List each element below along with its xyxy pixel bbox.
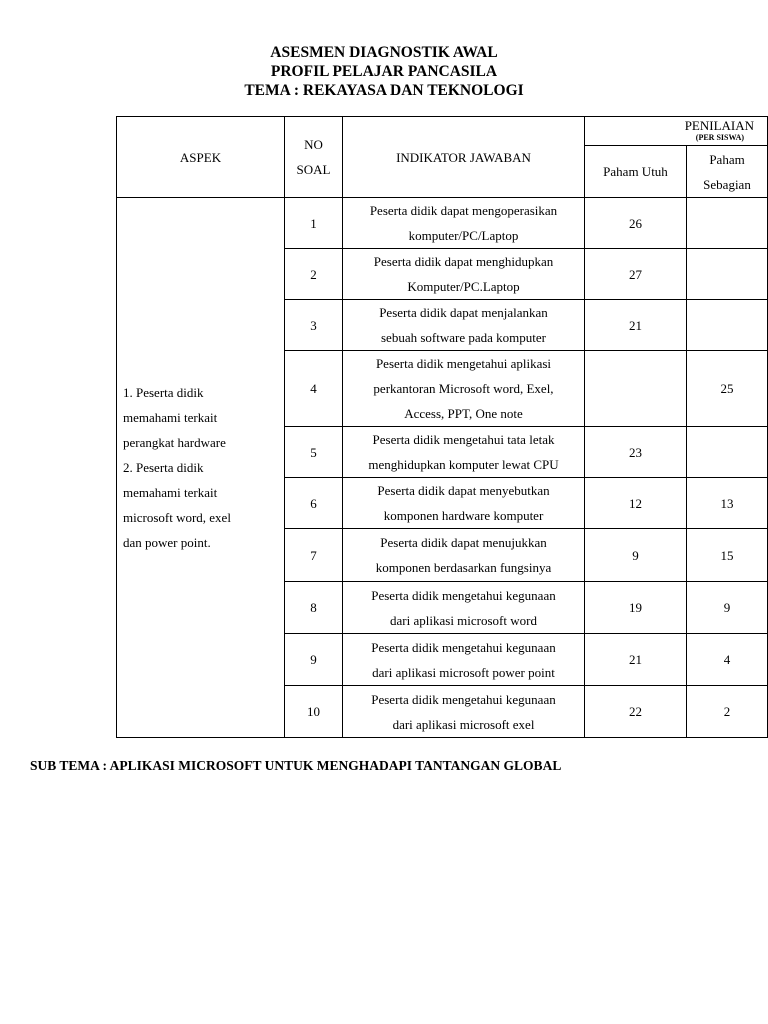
title-line-3: TEMA : REKAYASA DAN TEKNOLOGI [244, 82, 524, 99]
sub-tema: SUB TEMA : APLIKASI MICROSOFT UNTUK MENGHADAPI TANTANGAN GLOBAL [30, 758, 562, 773]
paham-utuh-cell: 12 [585, 478, 687, 529]
indikator-line: perkantoran Microsoft word, Exel, [373, 381, 554, 396]
header-soal: SOAL [296, 162, 331, 177]
paham-sebagian-cell: 9 [687, 582, 768, 634]
paham-utuh-cell [585, 351, 687, 427]
aspek-line: microsoft word, exel [123, 510, 231, 525]
indikator-line: Peserta didik mengetahui aplikasi [375, 356, 552, 371]
indikator-line: dari aplikasi microsoft word [390, 612, 537, 628]
header-paham-sebagian-line1: Paham [709, 151, 745, 167]
no-soal-cell: 9 [285, 634, 343, 686]
paham-sebagian-cell [687, 198, 768, 249]
indikator-cell [343, 634, 585, 686]
indikator-cell [343, 198, 585, 249]
no-soal-cell: 3 [285, 300, 343, 351]
no-soal-cell: 4 [285, 351, 343, 427]
paham-sebagian-cell [687, 300, 768, 351]
indikator-line: komponen hardware komputer [383, 508, 544, 523]
indikator-line: Peserta didik dapat menghidupkan [373, 254, 554, 269]
header-penilaian-label: PENILAIAN [684, 118, 755, 133]
paham-utuh-cell: 19 [585, 582, 687, 634]
indikator-cell [343, 249, 585, 300]
indikator-line: Peserta didik dapat mengoperasikan [369, 203, 558, 218]
paham-sebagian-cell: 15 [687, 529, 768, 582]
header-no: NO [304, 137, 323, 152]
paham-utuh-cell: 22 [585, 686, 687, 738]
indikator-line: menghidupkan komputer lewat CPU [368, 457, 559, 472]
indikator-line: Komputer/PC.Laptop [407, 279, 520, 294]
header-no-soal [285, 117, 343, 198]
header-indikator: INDIKATOR JAWABAN [343, 117, 585, 198]
indikator-cell [343, 427, 585, 478]
aspek-line: 1. Peserta didik [123, 385, 204, 400]
aspek-line: perangkat hardware [123, 435, 226, 450]
indikator-line: sebuah software pada komputer [381, 330, 546, 345]
aspek-line: 2. Peserta didik [123, 460, 204, 475]
paham-sebagian-cell: 13 [687, 478, 768, 529]
no-soal-cell: 1 [285, 198, 343, 249]
header-paham-sebagian-line2: Sebagian [703, 176, 751, 192]
table-row [117, 198, 768, 249]
indikator-cell [343, 300, 585, 351]
no-soal-cell: 5 [285, 427, 343, 478]
indikator-cell [343, 582, 585, 634]
document-title-block [0, 43, 768, 100]
paham-utuh-cell: 23 [585, 427, 687, 478]
header-penilaian [585, 117, 768, 146]
indikator-line: Peserta didik dapat menjalankan [379, 305, 548, 320]
paham-utuh-cell: 26 [585, 198, 687, 249]
indikator-line: Peserta didik dapat menyebutkan [377, 483, 550, 498]
indikator-line: Peserta didik mengetahui kegunaan [371, 639, 556, 655]
aspek-line: memahami terkait [123, 410, 218, 425]
paham-utuh-cell: 21 [585, 634, 687, 686]
no-soal-cell: 7 [285, 529, 343, 582]
paham-utuh-cell: 9 [585, 529, 687, 582]
title-line-2: PROFIL PELAJAR PANCASILA [270, 63, 498, 80]
paham-sebagian-cell: 2 [687, 686, 768, 738]
title-line-1: ASESMEN DIAGNOSTIK AWAL [270, 44, 498, 61]
indikator-line: Peserta didik mengetahui tata letak [372, 432, 555, 447]
indikator-line: Access, PPT, One note [404, 406, 523, 421]
paham-sebagian-cell [687, 249, 768, 300]
indikator-cell [343, 478, 585, 529]
no-soal-cell: 8 [285, 582, 343, 634]
assessment-table [116, 116, 768, 738]
aspek-line: memahami terkait [123, 485, 218, 500]
indikator-cell [343, 529, 585, 582]
paham-utuh-cell: 21 [585, 300, 687, 351]
indikator-cell [343, 686, 585, 738]
paham-sebagian-cell: 4 [687, 634, 768, 686]
header-aspek: ASPEK [117, 117, 285, 198]
paham-sebagian-cell: 25 [687, 351, 768, 427]
aspek-line: dan power point. [123, 535, 211, 550]
indikator-line: dari aplikasi microsoft exel [392, 716, 535, 732]
paham-utuh-cell: 27 [585, 249, 687, 300]
header-paham-utuh: Paham Utuh [585, 146, 687, 198]
indikator-line: komputer/PC/Laptop [408, 228, 519, 243]
header-penilaian-sub: (PER SISWA) [695, 133, 745, 142]
table-header-row [117, 117, 768, 146]
indikator-line: Peserta didik dapat menujukkan [380, 535, 547, 550]
no-soal-cell: 2 [285, 249, 343, 300]
aspek-cell [117, 198, 285, 738]
no-soal-cell: 6 [285, 478, 343, 529]
paham-sebagian-cell [687, 427, 768, 478]
no-soal-cell: 10 [285, 686, 343, 738]
header-paham-sebagian [687, 146, 768, 198]
indikator-cell [343, 351, 585, 427]
indikator-line: komponen berdasarkan fungsinya [375, 560, 552, 575]
indikator-line: Peserta didik mengetahui kegunaan [371, 587, 556, 603]
indikator-line: Peserta didik mengetahui kegunaan [371, 691, 556, 707]
indikator-line: dari aplikasi microsoft power point [372, 664, 555, 680]
